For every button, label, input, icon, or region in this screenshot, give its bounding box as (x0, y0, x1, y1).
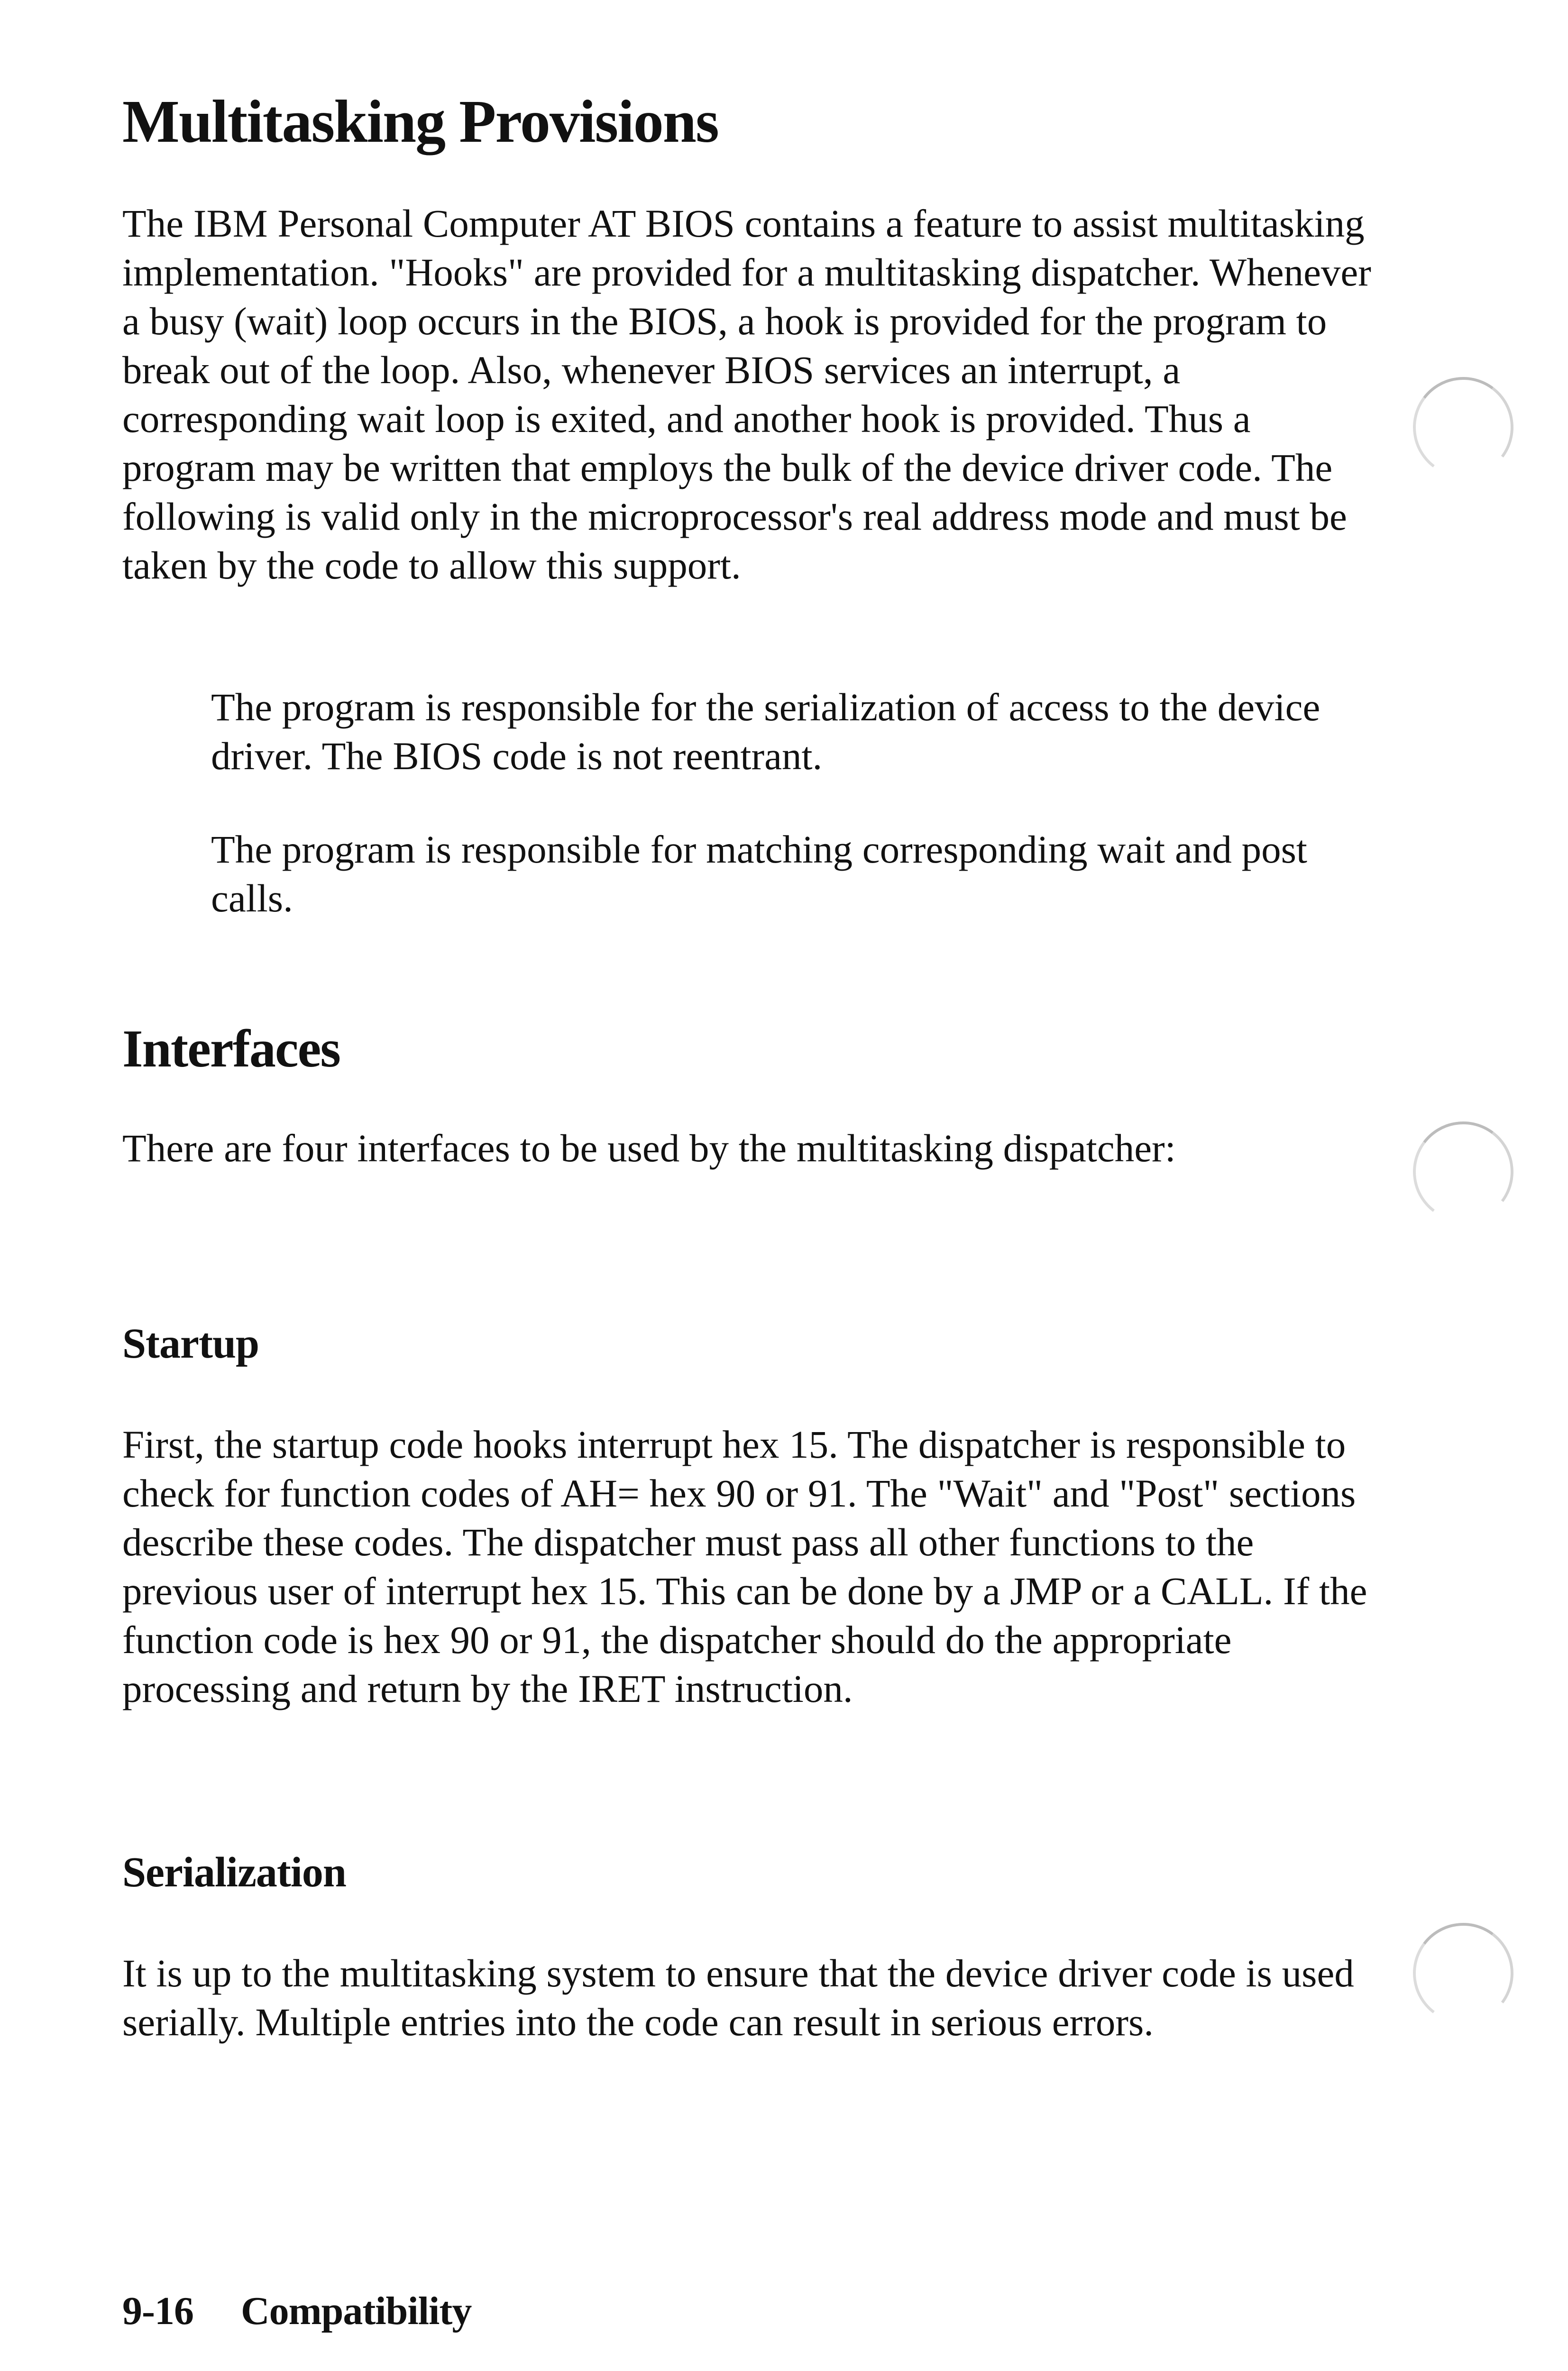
page-footer (122, 2288, 471, 2334)
binder-hole-bottom (1406, 1916, 1520, 2030)
subhead-startup: Startup (122, 1320, 259, 1367)
point-serialization-access: The program is responsible for the serialization of access to the device driver. The BIOS code is not reentrant. (211, 685, 1320, 778)
subhead-serialization: Serialization (122, 1849, 346, 1896)
section-title-multitasking: Multitasking Provisions (122, 88, 718, 155)
section-title-interfaces: Interfaces (122, 1020, 340, 1078)
serialization-paragraph: It is up to the multitasking system to ensure that the device driver code is used serially. Multiple entries into the code can result in serious errors. (122, 1951, 1354, 2044)
intro-paragraph: The IBM Personal Computer AT BIOS contains a feature to assist multitasking implementation. "Hooks" are provided for a multitasking dispatcher. Whenever a busy (wait) loop occurs in the BIOS, a hook is provided for the program to break out of the loop. Also, whenever BIOS services an interrupt, a corresponding wait loop is exited, and another hook is provided. Thus a program may be written that employs the bulk of the device driver code. The following is valid only in the microprocessor's real address mode and must be taken by the code to allow this support. (122, 202, 1371, 587)
point-wait-post-matching: The program is responsible for matching corresponding wait and post calls. (211, 827, 1307, 920)
startup-paragraph: First, the startup code hooks interrupt hex 15. The dispatcher is responsible to check for function codes of AH= hex 90 or 91. The "Wait" and "Post" sections describe these codes. The dispatcher must pass all other functions to the previous user of interrupt hex 15. This can be done by a JMP or a CALL. If the function code is hex 90 or 91, the dispatcher should do the appropriate processing and return by the IRET instruction. (122, 1423, 1367, 1710)
page-number: 9-16 (122, 2289, 193, 2333)
binder-hole-top (1406, 370, 1520, 484)
binder-hole-middle (1406, 1115, 1520, 1228)
interfaces-intro: There are four interfaces to be used by the multitasking dispatcher: (122, 1126, 1176, 1170)
chapter-name: Compatibility (240, 2289, 472, 2333)
